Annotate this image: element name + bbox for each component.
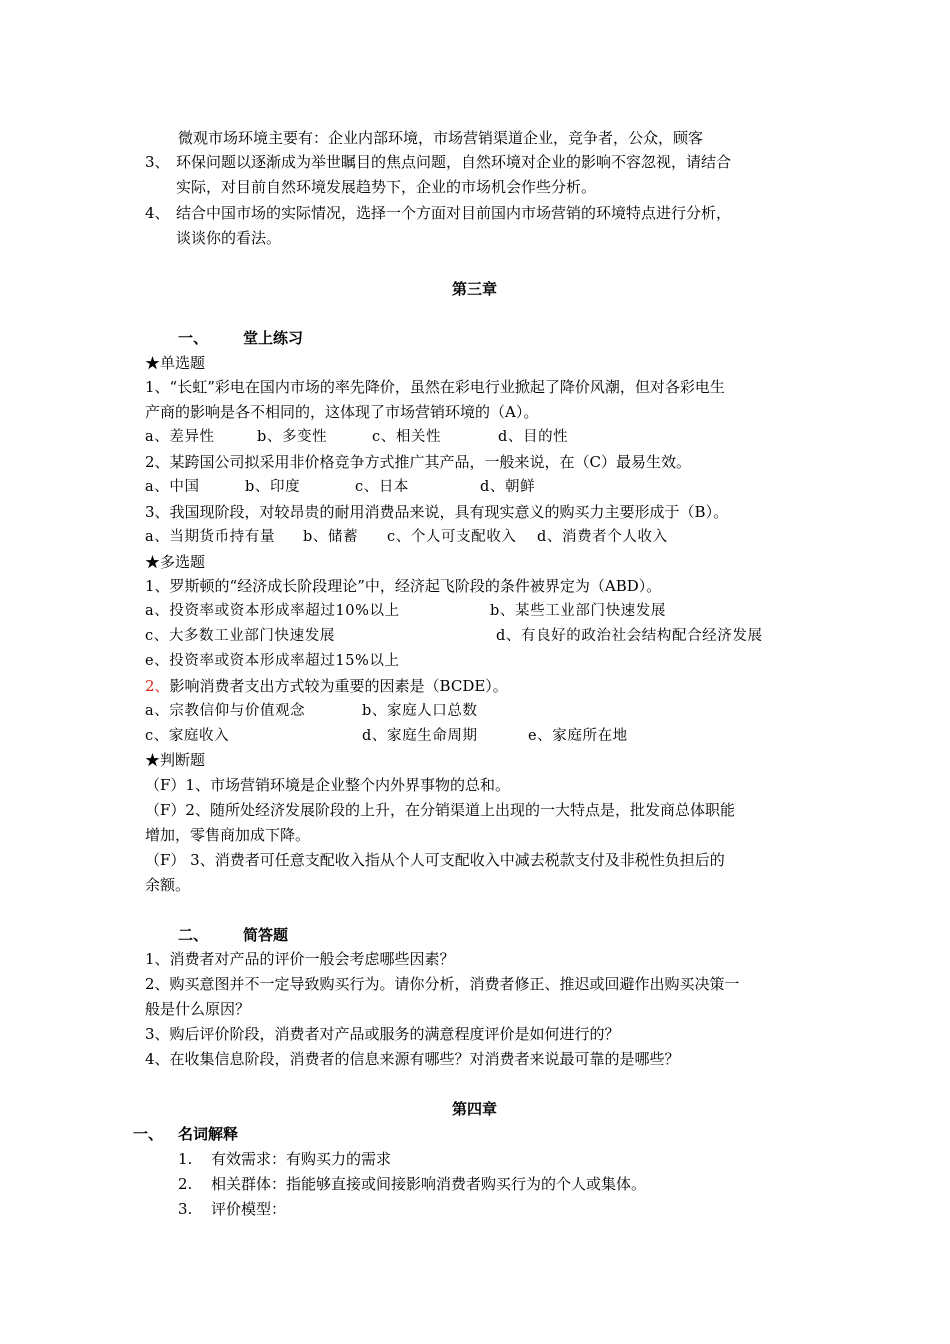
- multi-q1-option-d: d、有良好的政治社会结构配合经济发展: [496, 628, 763, 644]
- single-q1-options: [145, 427, 568, 447]
- multi-q2-number: 2、: [145, 677, 170, 695]
- short-answer-2-line-2: 般是什么原因？: [145, 1000, 251, 1018]
- option-d: d、目的性: [498, 429, 569, 445]
- single-q3-options: [145, 527, 668, 547]
- single-q2: 2、某跨国公司拟采用非价格竞争方式推广其产品，一般来说，在（C）最易生效。: [145, 453, 692, 471]
- single-q3: 3、我国现阶段，对较昂贵的耐用消费品来说，具有现实意义的购买力主要形成于（B）。: [145, 503, 729, 521]
- term-3-text: 评价模型：: [211, 1200, 287, 1218]
- short-answer-2-line-1: 2、购买意图并不一定导致购买行为。请你分析，消费者修正、推迟或回避作出购买决策一: [145, 975, 740, 993]
- multi-q2-option-a: a、宗教信仰与价值观念: [145, 703, 306, 719]
- single-q1-line-2: 产商的影响是各不相同的，这体现了市场营销环境的（A）。: [145, 403, 539, 421]
- option-a: a、差异性: [145, 429, 215, 445]
- term-1-text: 有效需求：有购买力的需求: [211, 1150, 392, 1168]
- judge-q1: （F）1、市场营销环境是企业整个内外界事物的总和。: [145, 776, 510, 794]
- option-a: a、当期货币持有量: [145, 529, 276, 545]
- question-4-line-1: 结合中国市场的实际情况，选择一个方面对目前国内市场营销的环境特点进行分析，: [176, 204, 732, 222]
- term-1-number: 1.: [178, 1150, 193, 1168]
- judge-q3-line-2: 余额。: [145, 876, 191, 894]
- section-2-number: 二、: [178, 926, 209, 944]
- multi-q1-option-a: a、投资率或资本形成率超过10%以上: [145, 603, 400, 619]
- multi-q2-option-d: d、家庭生命周期: [362, 728, 478, 744]
- judge-q3-line-1: （F） 3、消费者可任意支配收入指从个人可支配收入中减去税款支付及非税性负担后的: [145, 851, 725, 869]
- question-3-number: 3、: [145, 153, 170, 171]
- micro-environment-line: 微观市场环境主要有：企业内部环境，市场营销渠道企业，竞争者，公众，顾客: [178, 129, 704, 147]
- option-c: c、相关性: [372, 429, 442, 445]
- term-3-number: 3.: [178, 1200, 193, 1218]
- option-d: d、朝鲜: [480, 479, 536, 495]
- multi-q2-text: 影响消费者支出方式较为重要的因素是（BCDE）。: [169, 677, 508, 695]
- multi-q2-option-e: e、家庭所在地: [528, 728, 628, 744]
- option-d: d、消费者个人收入: [537, 529, 668, 545]
- chapter-4-section-1-title: 名词解释: [178, 1125, 239, 1143]
- multi-q1: 1、罗斯顿的“经济成长阶段理论”中，经济起飞阶段的条件被界定为（ABD）。: [145, 577, 662, 595]
- judgement-heading: ★判断题: [145, 751, 206, 769]
- question-3-line-2: 实际，对目前自然环境发展趋势下，企业的市场机会作些分析。: [176, 178, 597, 196]
- multi-q1-option-c: c、大多数工业部门快速发展: [145, 628, 335, 644]
- chapter-4-section-1-number: 一、: [133, 1125, 164, 1143]
- single-q1-line-1: 1、“长虹”彩电在国内市场的率先降价，虽然在彩电行业掀起了降价风潮，但对各彩电生: [145, 378, 725, 396]
- multi-q2: [145, 676, 508, 696]
- judge-q2-line-2: 增加，零售商加成下降。: [145, 826, 311, 844]
- question-4-line-2: 谈谈你的看法。: [176, 229, 282, 247]
- multiple-choice-heading: ★多选题: [145, 553, 206, 571]
- section-2-title: 简答题: [243, 926, 289, 944]
- question-3-line-1: 环保问题以逐渐成为举世瞩目的焦点问题，自然环境对企业的影响不容忽视，请结合: [176, 153, 732, 171]
- option-a: a、中国: [145, 479, 200, 495]
- multi-q2-option-c: c、家庭收入: [145, 728, 230, 744]
- multi-q1-option-e: e、投资率或资本形成率超过15%以上: [145, 653, 400, 669]
- judge-q2-line-1: （F）2、随所处经济发展阶段的上升，在分销渠道上出现的一大特点是，批发商总体职能: [145, 801, 735, 819]
- chapter-3-title: 第三章: [452, 280, 498, 298]
- option-b: b、储蓄: [303, 529, 359, 545]
- single-q2-options: [145, 477, 535, 497]
- section-1-number: 一、: [178, 329, 209, 347]
- short-answer-3: 3、购后评价阶段，消费者对产品或服务的满意程度评价是如何进行的？: [145, 1025, 620, 1043]
- single-choice-heading: ★单选题: [145, 354, 206, 372]
- option-c: c、个人可支配收入: [387, 529, 517, 545]
- option-b: b、印度: [245, 479, 301, 495]
- option-c: c、日本: [355, 479, 410, 495]
- section-1-title: 堂上练习: [243, 329, 304, 347]
- short-answer-4: 4、在收集信息阶段，消费者的信息来源有哪些？对消费者来说最可靠的是哪些？: [145, 1050, 680, 1068]
- term-2-number: 2.: [178, 1175, 193, 1193]
- term-2-text: 相关群体：指能够直接或间接影响消费者购买行为的个人或集体。: [211, 1175, 647, 1193]
- short-answer-1: 1、消费者对产品的评价一般会考虑哪些因素？: [145, 950, 455, 968]
- chapter-4-title: 第四章: [452, 1100, 498, 1118]
- question-4-number: 4、: [145, 204, 170, 222]
- multi-q2-option-b: b、家庭人口总数: [362, 703, 478, 719]
- multi-q1-option-b: b、某些工业部门快速发展: [490, 603, 666, 619]
- option-b: b、多变性: [257, 429, 328, 445]
